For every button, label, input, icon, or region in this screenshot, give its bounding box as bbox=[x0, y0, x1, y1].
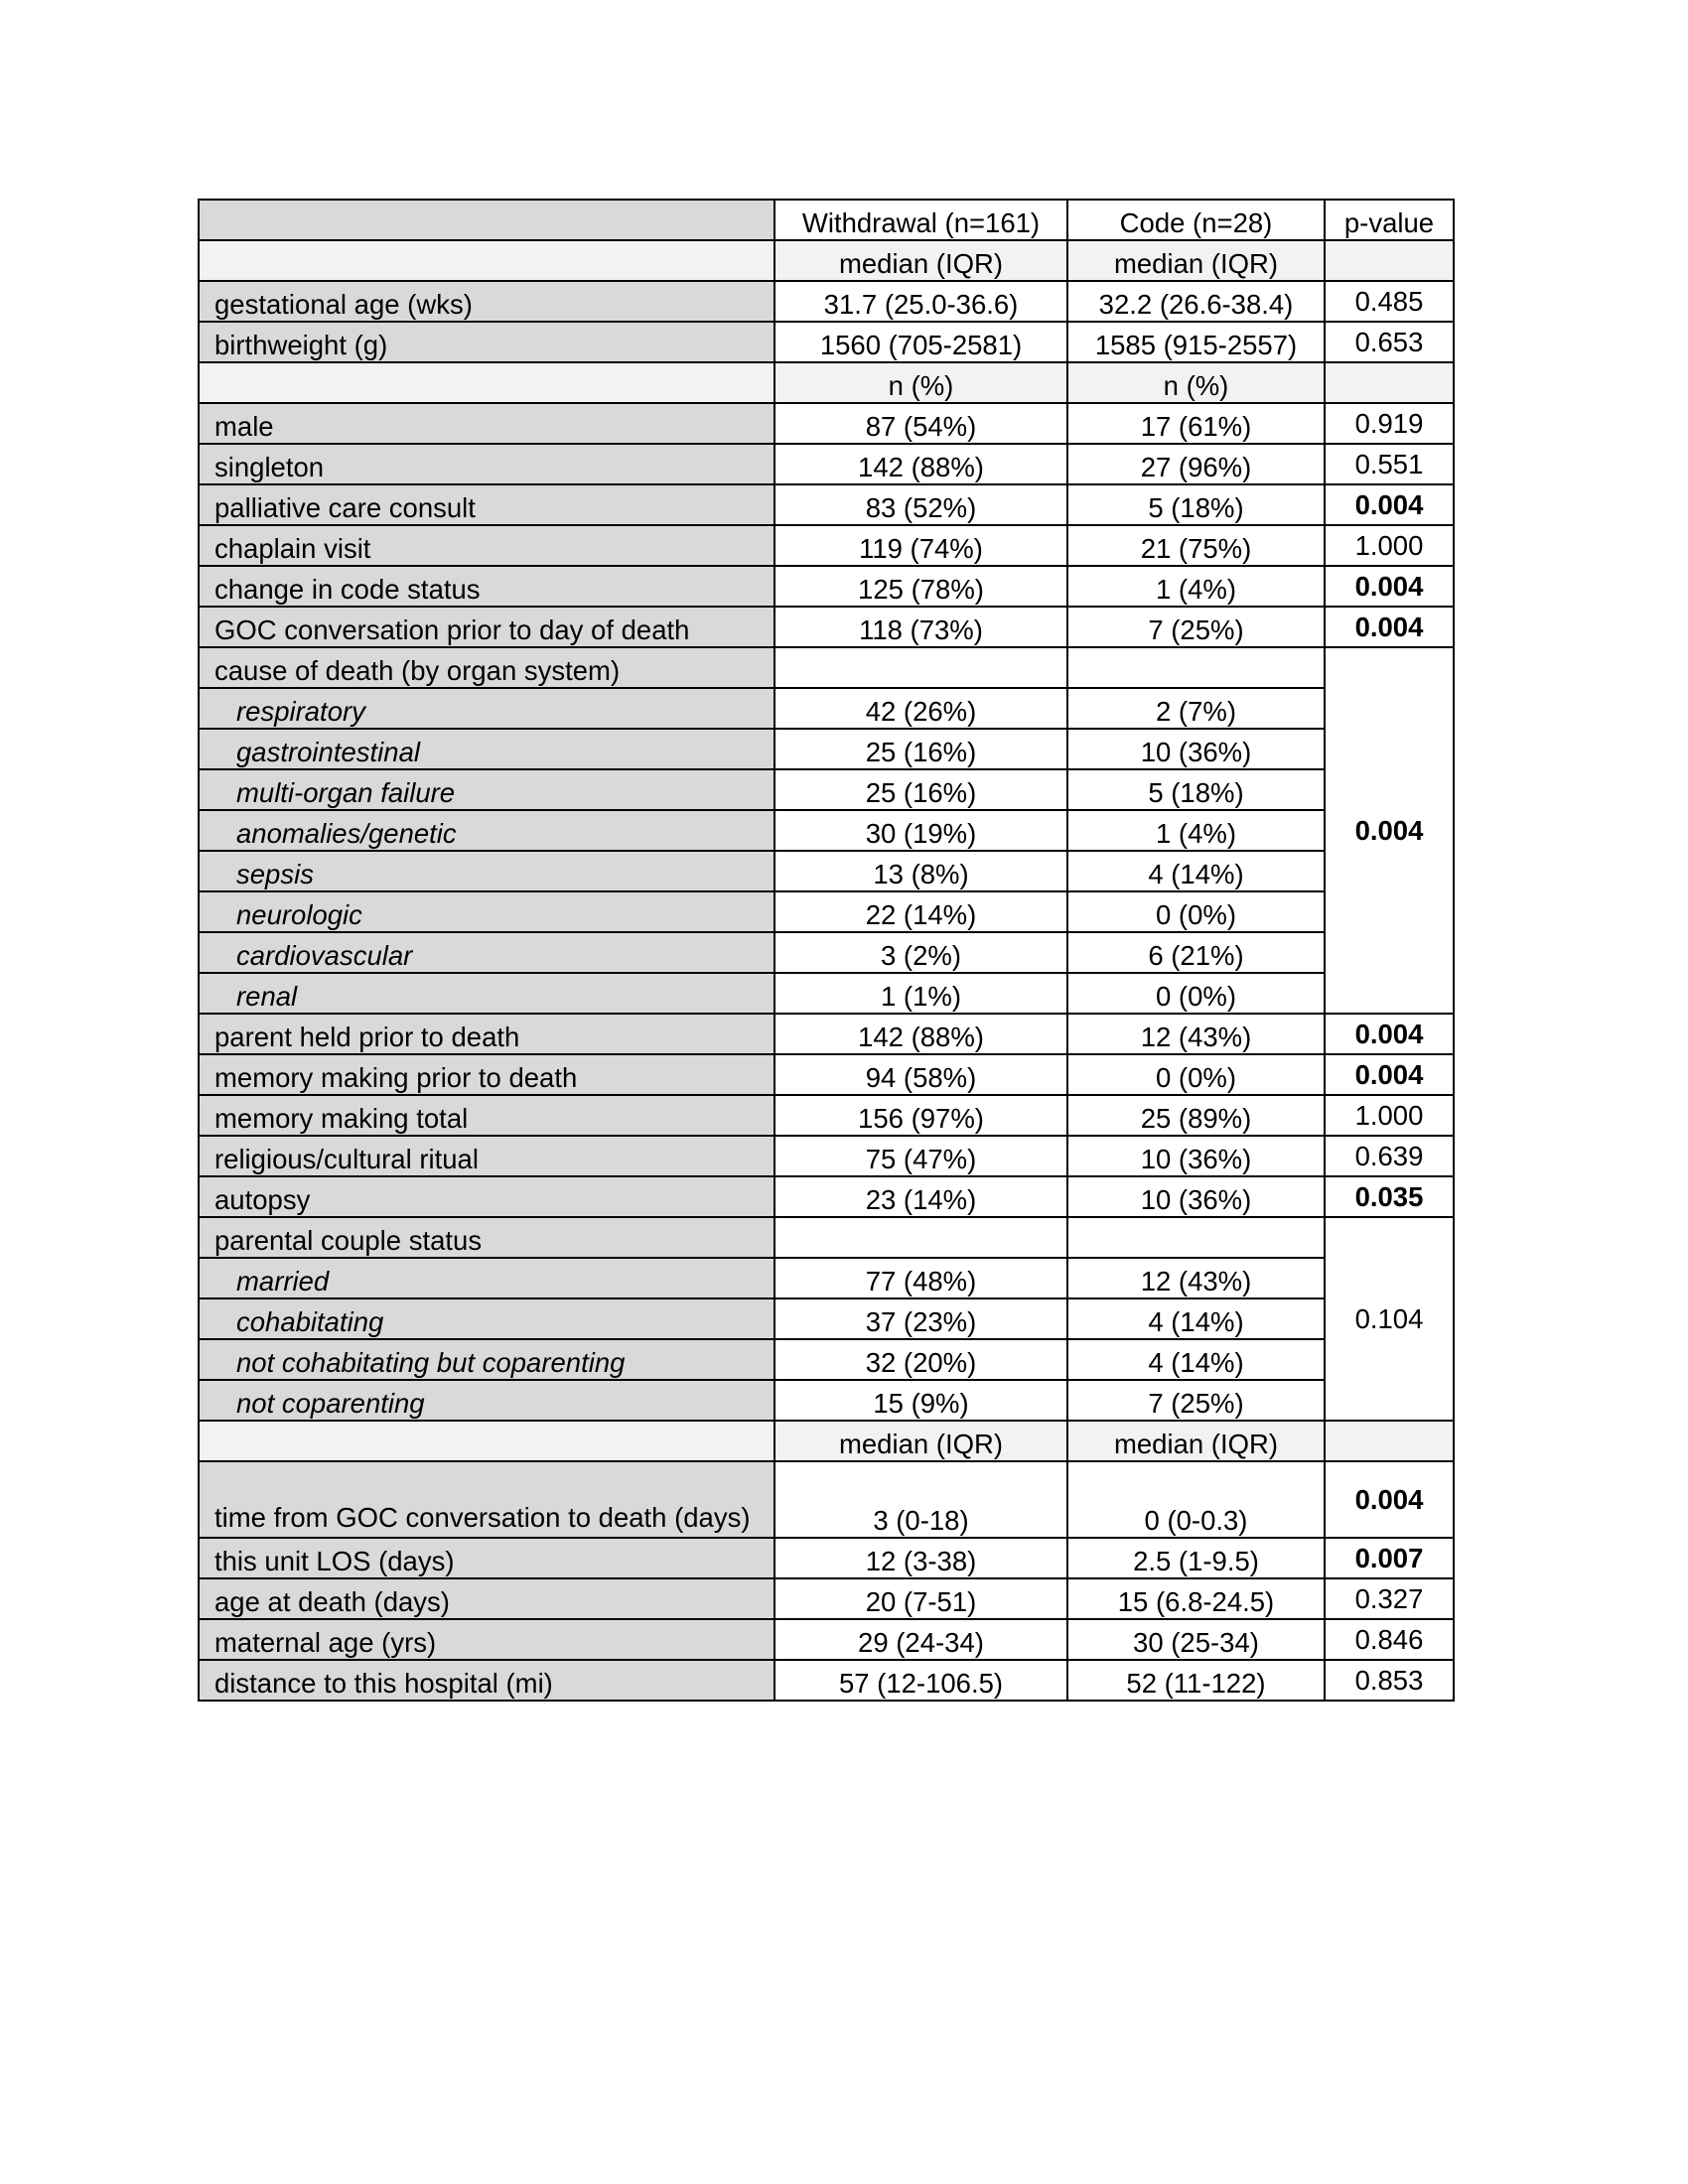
code-value: 12 (43%) bbox=[1067, 1014, 1325, 1054]
subheader-code: median (IQR) bbox=[1067, 1421, 1325, 1461]
table-row bbox=[199, 1578, 1454, 1619]
code-value: 6 (21%) bbox=[1067, 932, 1325, 973]
p-value: 0.551 bbox=[1325, 444, 1454, 484]
row-label: parent held prior to death bbox=[199, 1014, 774, 1054]
withdrawal-value: 87 (54%) bbox=[774, 403, 1067, 444]
withdrawal-value: 29 (24-34) bbox=[774, 1619, 1067, 1660]
code-value: 0 (0%) bbox=[1067, 891, 1325, 932]
header-withdrawal: Withdrawal (n=161) bbox=[774, 200, 1067, 240]
table-row bbox=[199, 973, 1454, 1014]
comparison-table bbox=[198, 199, 1455, 1702]
row-label: maternal age (yrs) bbox=[199, 1619, 774, 1660]
withdrawal-value bbox=[774, 647, 1067, 688]
row-label: memory making total bbox=[199, 1095, 774, 1136]
withdrawal-value: 156 (97%) bbox=[774, 1095, 1067, 1136]
withdrawal-value: 3 (2%) bbox=[774, 932, 1067, 973]
code-value: 0 (0-0.3) bbox=[1067, 1461, 1325, 1538]
p-value: 0.004 bbox=[1325, 1461, 1454, 1538]
table-row bbox=[199, 891, 1454, 932]
withdrawal-value: 20 (7-51) bbox=[774, 1578, 1067, 1619]
row-label: this unit LOS (days) bbox=[199, 1538, 774, 1578]
row-label: multi-organ failure bbox=[199, 769, 774, 810]
code-value: 0 (0%) bbox=[1067, 1054, 1325, 1095]
group-p-value: 0.104 bbox=[1325, 1217, 1454, 1421]
subheader-label-cell bbox=[199, 1421, 774, 1461]
subheader-withdrawal: n (%) bbox=[774, 362, 1067, 403]
code-value: 4 (14%) bbox=[1067, 1298, 1325, 1339]
table-row bbox=[199, 1619, 1454, 1660]
row-label: gestational age (wks) bbox=[199, 281, 774, 322]
code-value: 4 (14%) bbox=[1067, 1339, 1325, 1380]
row-label: GOC conversation prior to day of death bbox=[199, 607, 774, 647]
group-header-row bbox=[199, 647, 1454, 688]
p-value: 0.004 bbox=[1325, 566, 1454, 607]
withdrawal-value: 3 (0-18) bbox=[774, 1461, 1067, 1538]
code-value: 1 (4%) bbox=[1067, 566, 1325, 607]
row-label: religious/cultural ritual bbox=[199, 1136, 774, 1176]
withdrawal-value: 1560 (705-2581) bbox=[774, 322, 1067, 362]
p-value: 0.853 bbox=[1325, 1660, 1454, 1701]
code-value: 7 (25%) bbox=[1067, 607, 1325, 647]
row-label: birthweight (g) bbox=[199, 322, 774, 362]
withdrawal-value: 32 (20%) bbox=[774, 1339, 1067, 1380]
p-value: 0.007 bbox=[1325, 1538, 1454, 1578]
row-label: autopsy bbox=[199, 1176, 774, 1217]
subheader-label-cell bbox=[199, 240, 774, 281]
table-row bbox=[199, 1380, 1454, 1421]
code-value: 1585 (915-2557) bbox=[1067, 322, 1325, 362]
code-value: 27 (96%) bbox=[1067, 444, 1325, 484]
code-value: 4 (14%) bbox=[1067, 851, 1325, 891]
header-code: Code (n=28) bbox=[1067, 200, 1325, 240]
group-header-row bbox=[199, 1217, 1454, 1258]
subheader-row bbox=[199, 362, 1454, 403]
p-value: 0.639 bbox=[1325, 1136, 1454, 1176]
subheader-p bbox=[1325, 240, 1454, 281]
code-value: 5 (18%) bbox=[1067, 769, 1325, 810]
p-value: 1.000 bbox=[1325, 525, 1454, 566]
p-value: 0.035 bbox=[1325, 1176, 1454, 1217]
code-value: 0 (0%) bbox=[1067, 973, 1325, 1014]
row-label: sepsis bbox=[199, 851, 774, 891]
code-value: 2 (7%) bbox=[1067, 688, 1325, 729]
table-row bbox=[199, 525, 1454, 566]
row-label: respiratory bbox=[199, 688, 774, 729]
withdrawal-value: 142 (88%) bbox=[774, 1014, 1067, 1054]
table-row bbox=[199, 851, 1454, 891]
table-row bbox=[199, 1136, 1454, 1176]
row-label: change in code status bbox=[199, 566, 774, 607]
code-value: 32.2 (26.6-38.4) bbox=[1067, 281, 1325, 322]
subheader-withdrawal: median (IQR) bbox=[774, 240, 1067, 281]
subheader-row bbox=[199, 1421, 1454, 1461]
p-value: 0.004 bbox=[1325, 607, 1454, 647]
code-value: 10 (36%) bbox=[1067, 1136, 1325, 1176]
table-row bbox=[199, 484, 1454, 525]
code-value: 52 (11-122) bbox=[1067, 1660, 1325, 1701]
withdrawal-value: 119 (74%) bbox=[774, 525, 1067, 566]
p-value: 0.846 bbox=[1325, 1619, 1454, 1660]
withdrawal-value: 25 (16%) bbox=[774, 769, 1067, 810]
withdrawal-value: 15 (9%) bbox=[774, 1380, 1067, 1421]
subheader-p bbox=[1325, 362, 1454, 403]
row-label: neurologic bbox=[199, 891, 774, 932]
subheader-code: n (%) bbox=[1067, 362, 1325, 403]
withdrawal-value: 42 (26%) bbox=[774, 688, 1067, 729]
withdrawal-value: 142 (88%) bbox=[774, 444, 1067, 484]
row-label: time from GOC conversation to death (days) bbox=[199, 1461, 774, 1538]
row-label: gastrointestinal bbox=[199, 729, 774, 769]
table-row bbox=[199, 1258, 1454, 1298]
header-p-value: p-value bbox=[1325, 200, 1454, 240]
row-label: singleton bbox=[199, 444, 774, 484]
withdrawal-value: 77 (48%) bbox=[774, 1258, 1067, 1298]
group-label: cause of death (by organ system) bbox=[199, 647, 774, 688]
table-row bbox=[199, 1095, 1454, 1136]
code-value bbox=[1067, 647, 1325, 688]
header-label-cell bbox=[199, 200, 774, 240]
code-value: 7 (25%) bbox=[1067, 1380, 1325, 1421]
withdrawal-value: 23 (14%) bbox=[774, 1176, 1067, 1217]
row-label: married bbox=[199, 1258, 774, 1298]
table-row bbox=[199, 566, 1454, 607]
table-row bbox=[199, 1660, 1454, 1701]
withdrawal-value: 22 (14%) bbox=[774, 891, 1067, 932]
table-row bbox=[199, 1054, 1454, 1095]
p-value: 1.000 bbox=[1325, 1095, 1454, 1136]
code-value: 1 (4%) bbox=[1067, 810, 1325, 851]
withdrawal-value: 125 (78%) bbox=[774, 566, 1067, 607]
code-value bbox=[1067, 1217, 1325, 1258]
subheader-code: median (IQR) bbox=[1067, 240, 1325, 281]
withdrawal-value: 25 (16%) bbox=[774, 729, 1067, 769]
group-p-value: 0.004 bbox=[1325, 647, 1454, 1014]
code-value: 25 (89%) bbox=[1067, 1095, 1325, 1136]
row-label: not coparenting bbox=[199, 1380, 774, 1421]
p-value: 0.004 bbox=[1325, 1014, 1454, 1054]
table-row bbox=[199, 444, 1454, 484]
row-label: cohabitating bbox=[199, 1298, 774, 1339]
code-value: 21 (75%) bbox=[1067, 525, 1325, 566]
table-row bbox=[199, 607, 1454, 647]
table-row bbox=[199, 810, 1454, 851]
table-row bbox=[199, 1014, 1454, 1054]
table-row bbox=[199, 1298, 1454, 1339]
p-value: 0.327 bbox=[1325, 1578, 1454, 1619]
header-row bbox=[199, 200, 1454, 240]
row-label: memory making prior to death bbox=[199, 1054, 774, 1095]
code-value: 12 (43%) bbox=[1067, 1258, 1325, 1298]
withdrawal-value: 83 (52%) bbox=[774, 484, 1067, 525]
code-value: 15 (6.8-24.5) bbox=[1067, 1578, 1325, 1619]
p-value: 0.653 bbox=[1325, 322, 1454, 362]
table-row bbox=[199, 403, 1454, 444]
withdrawal-value: 31.7 (25.0-36.6) bbox=[774, 281, 1067, 322]
withdrawal-value: 37 (23%) bbox=[774, 1298, 1067, 1339]
row-label: not cohabitating but coparenting bbox=[199, 1339, 774, 1380]
table-row bbox=[199, 1461, 1454, 1538]
subheader-withdrawal: median (IQR) bbox=[774, 1421, 1067, 1461]
subheader-p bbox=[1325, 1421, 1454, 1461]
row-label: palliative care consult bbox=[199, 484, 774, 525]
code-value: 17 (61%) bbox=[1067, 403, 1325, 444]
row-label: cardiovascular bbox=[199, 932, 774, 973]
code-value: 5 (18%) bbox=[1067, 484, 1325, 525]
table-row bbox=[199, 769, 1454, 810]
table-row bbox=[199, 932, 1454, 973]
withdrawal-value: 12 (3-38) bbox=[774, 1538, 1067, 1578]
subheader-label-cell bbox=[199, 362, 774, 403]
row-label: anomalies/genetic bbox=[199, 810, 774, 851]
p-value: 0.919 bbox=[1325, 403, 1454, 444]
table-row bbox=[199, 688, 1454, 729]
table-row bbox=[199, 1339, 1454, 1380]
row-label: renal bbox=[199, 973, 774, 1014]
table-row bbox=[199, 1538, 1454, 1578]
withdrawal-value: 118 (73%) bbox=[774, 607, 1067, 647]
group-label: parental couple status bbox=[199, 1217, 774, 1258]
withdrawal-value bbox=[774, 1217, 1067, 1258]
p-value: 0.485 bbox=[1325, 281, 1454, 322]
code-value: 2.5 (1-9.5) bbox=[1067, 1538, 1325, 1578]
code-value: 10 (36%) bbox=[1067, 729, 1325, 769]
table-row bbox=[199, 1176, 1454, 1217]
row-label: distance to this hospital (mi) bbox=[199, 1660, 774, 1701]
row-label: chaplain visit bbox=[199, 525, 774, 566]
p-value: 0.004 bbox=[1325, 484, 1454, 525]
table-row bbox=[199, 281, 1454, 322]
code-value: 30 (25-34) bbox=[1067, 1619, 1325, 1660]
withdrawal-value: 13 (8%) bbox=[774, 851, 1067, 891]
withdrawal-value: 1 (1%) bbox=[774, 973, 1067, 1014]
p-value: 0.004 bbox=[1325, 1054, 1454, 1095]
subheader-row bbox=[199, 240, 1454, 281]
table-row bbox=[199, 322, 1454, 362]
withdrawal-value: 94 (58%) bbox=[774, 1054, 1067, 1095]
row-label: male bbox=[199, 403, 774, 444]
withdrawal-value: 30 (19%) bbox=[774, 810, 1067, 851]
row-label: age at death (days) bbox=[199, 1578, 774, 1619]
withdrawal-value: 75 (47%) bbox=[774, 1136, 1067, 1176]
code-value: 10 (36%) bbox=[1067, 1176, 1325, 1217]
table-row bbox=[199, 729, 1454, 769]
withdrawal-value: 57 (12-106.5) bbox=[774, 1660, 1067, 1701]
